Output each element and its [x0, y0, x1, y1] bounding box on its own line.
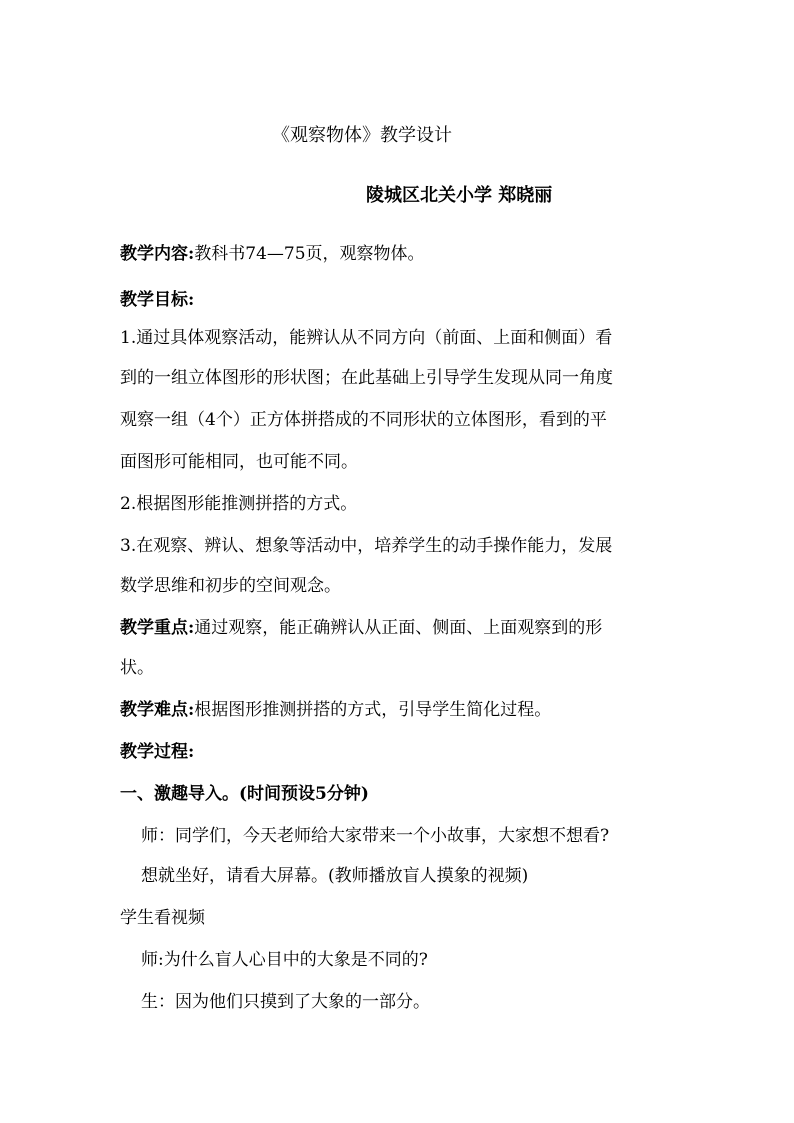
goal1-line4: 面图形可能相同，也可能不同。 — [120, 452, 358, 472]
goal3-line2: 数学思维和初步的空间观念。 — [120, 576, 341, 596]
section1-heading: 一、激趣导入。(时间预设5分钟) — [120, 784, 369, 804]
key-point-line2: 状。 — [120, 658, 154, 678]
process-line1: 师：同学们，今天老师给大家带来一个小故事，大家想不想看? — [141, 826, 610, 846]
document-title: 《观察物体》教学设计 — [272, 125, 452, 146]
process-line4: 师:为什么盲人心目中的大象是不同的? — [141, 950, 428, 970]
content-label: 教学内容: — [120, 244, 195, 264]
goal1-line1: 1.通过具体观察活动，能辨认从不同方向（前面、上面和侧面）看 — [120, 328, 613, 348]
goal2-line: 2.根据图形能推测拼搭的方式。 — [120, 494, 358, 514]
process-line5: 生：因为他们只摸到了大象的一部分。 — [141, 992, 430, 1012]
goal1-line2: 到的一组立体图形的形状图；在此基础上引导学生发现从同一角度 — [120, 368, 613, 388]
key-point-label: 教学重点: — [120, 618, 195, 638]
content-text: 教科书74—75页，观察物体。 — [194, 244, 425, 264]
goals-label: 教学目标: — [120, 290, 195, 310]
difficulty-text: 根据图形推测拼搭的方式，引导学生简化过程。 — [194, 700, 552, 720]
content-line — [120, 242, 425, 266]
difficulty-line — [120, 698, 551, 722]
process-line3: 学生看视频 — [120, 908, 205, 928]
goal1-line3: 观察一组（4个）正方体拼搭成的不同形状的立体图形，看到的平 — [120, 410, 607, 430]
process-label: 教学过程: — [120, 742, 195, 762]
key-point-line1 — [120, 616, 602, 640]
difficulty-label: 教学难点: — [120, 700, 195, 720]
process-line2: 想就坐好，请看大屏幕。(教师播放盲人摸象的视频) — [141, 866, 529, 886]
key-point-text: 通过观察，能正确辨认从正面、侧面、上面观察到的形 — [194, 618, 603, 638]
goal3-line1: 3.在观察、辨认、想象等活动中，培养学生的动手操作能力，发展 — [120, 536, 613, 556]
document-author: 陵城区北关小学 郑晓丽 — [366, 185, 553, 206]
